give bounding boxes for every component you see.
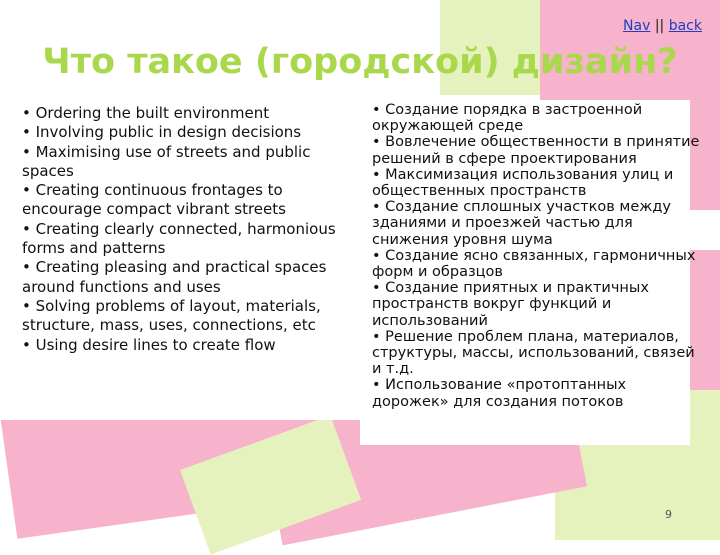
nav-separator: || [654,18,665,34]
list-item: • Использование «протоптанных дорожек» для создания потоков [372,377,627,410]
list-item: • Создание порядка в застроенной окружающей среде [372,102,643,135]
list-item: • Creating clearly connected, harmonious forms and patterns [22,219,336,258]
list-item: • Involving public in design decisions [22,123,302,142]
list-item: • Вовлечение общественности в принятие решений в сфере проектирования [372,134,700,167]
page-number: 9 [665,508,672,521]
nav-link[interactable]: Nav [623,18,651,34]
list-item: • Maximising use of streets and public spaces [22,142,311,180]
russian-list [372,102,702,410]
list-item: • Ordering the built environment [22,104,270,122]
list-item: • Creating continuous frontages to encourage compact vibrant streets [22,181,286,219]
nav-bar [623,18,702,34]
list-item: • Максимизация использования улиц и общественных пространств [372,166,674,200]
back-link[interactable]: back [668,18,702,34]
list-item: • Using desire lines to create flow [22,335,276,354]
list-item: • Решение проблем плана, материалов, структуры, массы, использований, связей и т.д. [372,328,695,378]
list-item: • Creating pleasing and practical spaces around functions and uses [22,258,327,296]
slide-title: Что такое (городской) дизайн? [42,42,678,82]
english-list [22,104,357,355]
list-item: • Создание ясно связанных, гармоничных форм и образцов [372,247,696,281]
list-item: • Создание сплошных участков между зданиями и проезжей частью для снижения уровня шума [372,199,671,248]
list-item: • Solving problems of layout, materials, structure, mass, uses, connections, etc [22,296,321,335]
list-item: • Создание приятных и практичных пространств вокруг функций и использований [372,280,649,329]
